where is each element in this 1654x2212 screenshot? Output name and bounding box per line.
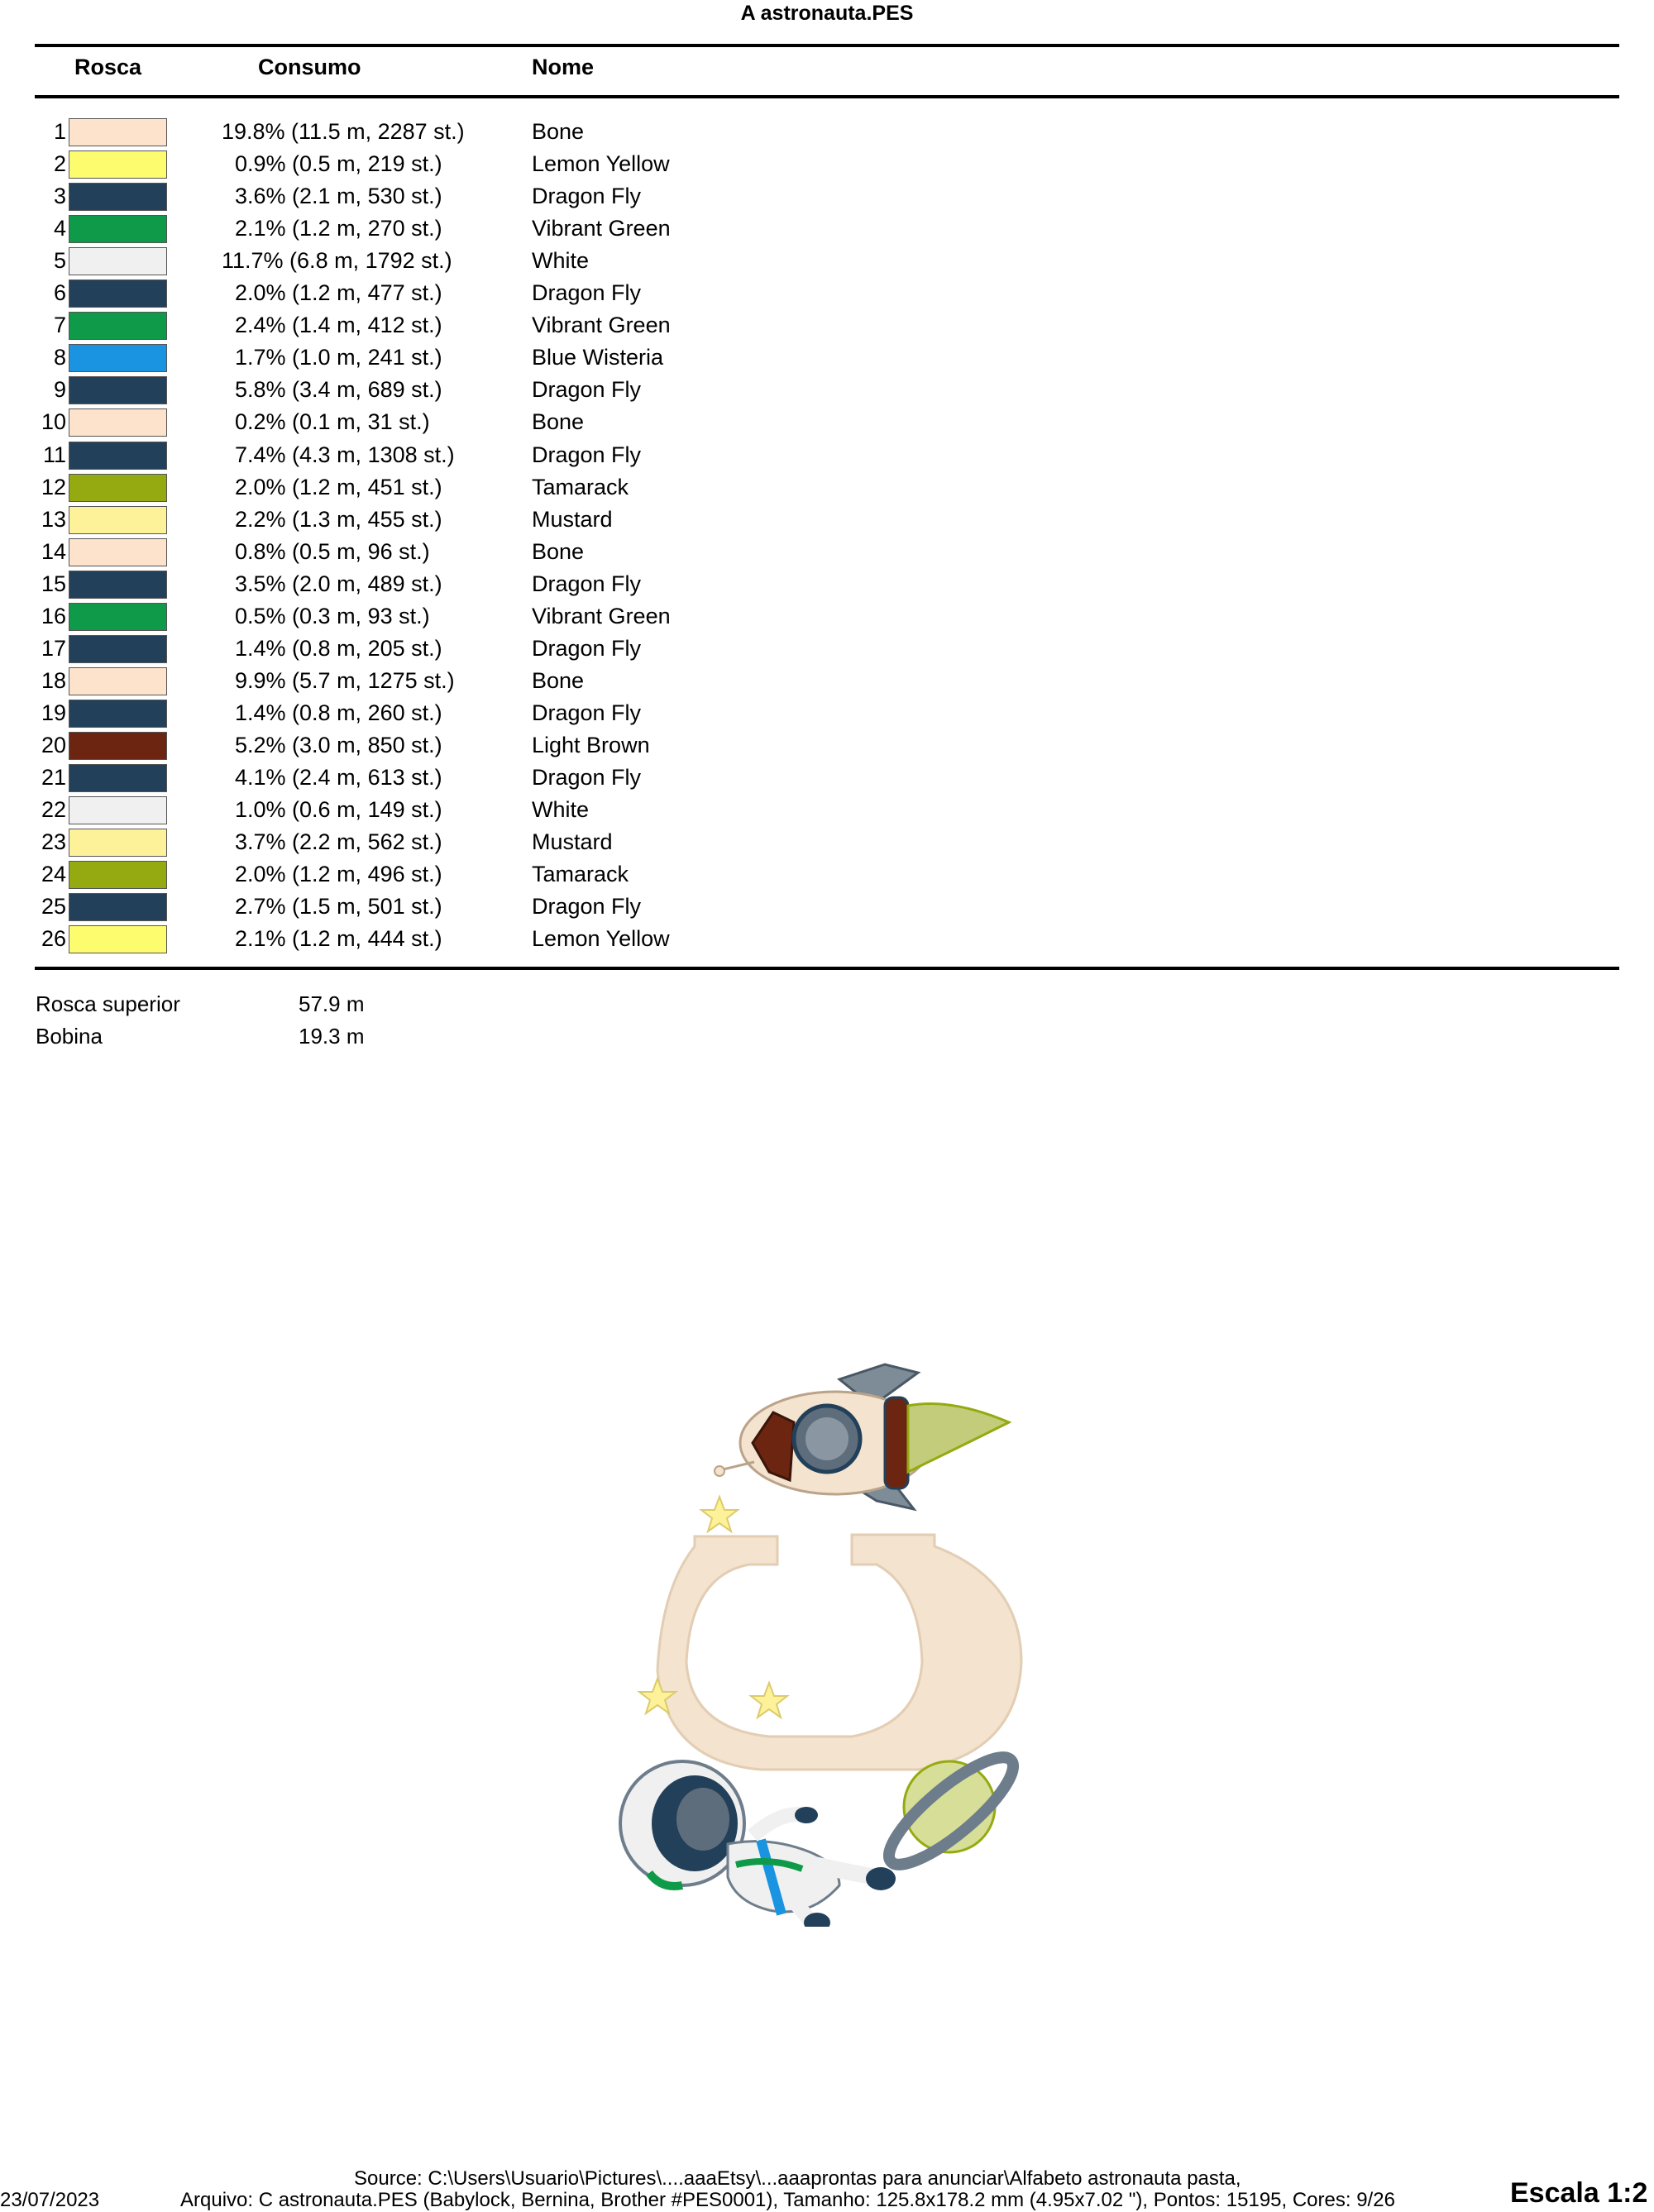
- thread-color-swatch: [69, 247, 167, 275]
- column-header-consumo: Consumo: [258, 55, 361, 79]
- summary-bobbin-value: 19.3 m: [299, 1024, 365, 1049]
- header-bottom-rule: [35, 95, 1619, 98]
- astronaut-illustration: [620, 1761, 896, 1927]
- letter-c-shape: [657, 1535, 1021, 1770]
- thread-consumption: 2.0% (1.2 m, 451 st.): [235, 474, 442, 499]
- thread-number: 11: [42, 442, 66, 467]
- thread-name: Dragon Fly: [532, 442, 642, 467]
- thread-number: 25: [41, 894, 66, 920]
- thread-row: [0, 861, 827, 893]
- thread-consumption: 0.2% (0.1 m, 31 st.): [235, 409, 430, 435]
- thread-color-swatch: [69, 571, 167, 599]
- thread-color-swatch: [69, 150, 167, 179]
- thread-color-swatch: [69, 312, 167, 340]
- thread-consumption: 19.8% (11.5 m, 2287 st.): [222, 119, 465, 144]
- summary-bobbin-label: Bobina: [36, 1024, 103, 1049]
- thread-consumption: 1.0% (0.6 m, 149 st.): [235, 797, 442, 823]
- thread-consumption: 3.5% (2.0 m, 489 st.): [235, 571, 442, 596]
- thread-number: 23: [41, 829, 66, 855]
- thread-row: [0, 344, 827, 376]
- footer-scale: Escala 1:2: [1510, 2177, 1648, 2209]
- footer-date: 23/07/2023: [0, 2189, 100, 2211]
- thread-row: [0, 603, 827, 635]
- thread-name: White: [532, 797, 590, 823]
- thread-name: Dragon Fly: [532, 280, 642, 306]
- thread-consumption: 5.2% (3.0 m, 850 st.): [235, 732, 442, 757]
- thread-color-swatch: [69, 635, 167, 663]
- thread-row: [0, 571, 827, 603]
- thread-row: [0, 183, 827, 215]
- thread-color-swatch: [69, 538, 167, 566]
- thread-name: Dragon Fly: [532, 184, 642, 209]
- thread-consumption: 1.4% (0.8 m, 260 st.): [235, 700, 442, 725]
- rocket-illustration: [715, 1364, 1009, 1509]
- thread-consumption: 11.7% (6.8 m, 1792 st.): [222, 248, 452, 274]
- thread-consumption: 3.7% (2.2 m, 562 st.): [235, 829, 442, 855]
- thread-row: [0, 538, 827, 571]
- thread-color-swatch: [69, 376, 167, 404]
- thread-consumption: 1.4% (0.8 m, 205 st.): [235, 635, 442, 661]
- thread-color-swatch: [69, 603, 167, 631]
- thread-number: 5: [53, 248, 66, 274]
- header-top-rule: [35, 44, 1619, 47]
- thread-number: 20: [41, 732, 66, 757]
- thread-consumption: 3.6% (2.1 m, 530 st.): [235, 184, 442, 209]
- thread-number: 1: [53, 119, 66, 144]
- star-1: [701, 1497, 738, 1531]
- thread-name: Lemon Yellow: [532, 926, 670, 952]
- thread-row: [0, 118, 827, 150]
- thread-color-swatch: [69, 506, 167, 534]
- thread-consumption: 2.1% (1.2 m, 270 st.): [235, 216, 442, 241]
- thread-number: 16: [41, 603, 66, 628]
- thread-number: 4: [53, 216, 66, 241]
- thread-consumption: 2.0% (1.2 m, 477 st.): [235, 280, 442, 306]
- thread-color-swatch: [69, 279, 167, 308]
- column-header-nome: Nome: [532, 55, 595, 79]
- thread-number: 24: [41, 862, 66, 887]
- thread-color-swatch: [69, 118, 167, 146]
- thread-name: Mustard: [532, 829, 613, 855]
- thread-row: [0, 925, 827, 958]
- thread-row: [0, 667, 827, 700]
- thread-number: 19: [41, 700, 66, 725]
- thread-name: Dragon Fly: [532, 765, 642, 790]
- thread-row: [0, 893, 827, 925]
- thread-color-swatch: [69, 829, 167, 857]
- thread-consumption: 5.8% (3.4 m, 689 st.): [235, 377, 442, 403]
- thread-number: 17: [41, 635, 66, 661]
- thread-color-swatch: [69, 796, 167, 824]
- thread-row: [0, 732, 827, 764]
- thread-consumption: 1.7% (1.0 m, 241 st.): [235, 345, 442, 370]
- thread-color-swatch: [69, 893, 167, 921]
- thread-name: Bone: [532, 538, 585, 564]
- thread-number: 26: [41, 926, 66, 952]
- summary-top-thread-value: 57.9 m: [299, 991, 365, 1016]
- thread-number: 7: [53, 313, 66, 338]
- thread-row: [0, 247, 827, 279]
- embroidery-design-preview: [604, 1348, 1050, 1927]
- thread-consumption: 2.2% (1.3 m, 455 st.): [235, 506, 442, 532]
- footer-file-info: Arquivo: C astronauta.PES (Babylock, Bernina, Brother #PES0001), Tamanho: 125.8x178.2 mm (4.95x7.02 "), Pontos: 15195, Cores: 9/26: [180, 2189, 1395, 2211]
- thread-color-swatch: [69, 344, 167, 372]
- thread-number: 9: [53, 377, 66, 403]
- thread-number: 8: [53, 345, 66, 370]
- thread-number: 10: [41, 409, 66, 435]
- thread-name: Bone: [532, 119, 585, 144]
- thread-number: 3: [53, 184, 66, 209]
- thread-number: 12: [41, 474, 66, 499]
- thread-row: [0, 764, 827, 796]
- thread-name: Tamarack: [532, 862, 629, 887]
- thread-row: [0, 279, 827, 312]
- thread-color-swatch: [69, 408, 167, 437]
- thread-consumption: 4.1% (2.4 m, 613 st.): [235, 765, 442, 790]
- footer-source: Source: C:\Users\Usuario\Pictures\....aaaEtsy\...aaaprontas para anunciar\Alfabeto astronauta pasta,: [354, 2167, 1241, 2190]
- thread-name: Mustard: [532, 506, 613, 532]
- thread-name: White: [532, 248, 590, 274]
- thread-consumption: 2.0% (1.2 m, 496 st.): [235, 862, 442, 887]
- thread-name: Dragon Fly: [532, 377, 642, 403]
- thread-color-swatch: [69, 667, 167, 695]
- table-bottom-rule: [35, 967, 1619, 970]
- thread-color-swatch: [69, 764, 167, 792]
- thread-consumption: 9.9% (5.7 m, 1275 st.): [235, 667, 455, 693]
- thread-row: [0, 442, 827, 474]
- thread-number: 22: [41, 797, 66, 823]
- thread-color-swatch: [69, 861, 167, 889]
- thread-name: Vibrant Green: [532, 603, 671, 628]
- thread-name: Blue Wisteria: [532, 345, 664, 370]
- thread-row: [0, 796, 827, 829]
- thread-name: Light Brown: [532, 732, 650, 757]
- thread-consumption: 2.4% (1.4 m, 412 st.): [235, 313, 442, 338]
- thread-row: [0, 376, 827, 408]
- summary-top-thread-label: Rosca superior: [36, 991, 180, 1016]
- thread-row: [0, 312, 827, 344]
- thread-row: [0, 700, 827, 732]
- thread-color-swatch: [69, 474, 167, 502]
- thread-row: [0, 150, 827, 183]
- thread-consumption: 2.7% (1.5 m, 501 st.): [235, 894, 442, 920]
- thread-consumption: 2.1% (1.2 m, 444 st.): [235, 926, 442, 952]
- thread-color-swatch: [69, 925, 167, 953]
- thread-number: 13: [41, 506, 66, 532]
- thread-name: Vibrant Green: [532, 313, 671, 338]
- thread-consumption: 0.5% (0.3 m, 93 st.): [235, 603, 430, 628]
- thread-name: Dragon Fly: [532, 635, 642, 661]
- thread-number: 18: [41, 667, 66, 693]
- thread-number: 15: [41, 571, 66, 596]
- thread-color-swatch: [69, 442, 167, 470]
- thread-consumption: 0.8% (0.5 m, 96 st.): [235, 538, 430, 564]
- thread-name: Bone: [532, 409, 585, 435]
- thread-row: [0, 408, 827, 441]
- thread-name: Dragon Fly: [532, 700, 642, 725]
- thread-row: [0, 635, 827, 667]
- thread-name: Vibrant Green: [532, 216, 671, 241]
- thread-row: [0, 215, 827, 247]
- thread-row: [0, 506, 827, 538]
- thread-consumption: 7.4% (4.3 m, 1308 st.): [235, 442, 455, 467]
- column-header-rosca: Rosca: [74, 55, 142, 79]
- thread-name: Bone: [532, 667, 585, 693]
- thread-name: Dragon Fly: [532, 894, 642, 920]
- thread-row: [0, 829, 827, 861]
- thread-color-swatch: [69, 700, 167, 728]
- document-title: A astronauta.PES: [740, 2, 914, 25]
- thread-name: Dragon Fly: [532, 571, 642, 596]
- thread-consumption: 0.9% (0.5 m, 219 st.): [235, 151, 442, 177]
- thread-color-swatch: [69, 183, 167, 211]
- thread-row: [0, 474, 827, 506]
- thread-name: Tamarack: [532, 474, 629, 499]
- thread-number: 14: [41, 538, 66, 564]
- thread-number: 2: [53, 151, 66, 177]
- thread-color-swatch: [69, 215, 167, 243]
- thread-name: Lemon Yellow: [532, 151, 670, 177]
- thread-number: 21: [41, 765, 66, 790]
- thread-number: 6: [53, 280, 66, 306]
- star-3: [751, 1683, 787, 1718]
- thread-color-swatch: [69, 732, 167, 760]
